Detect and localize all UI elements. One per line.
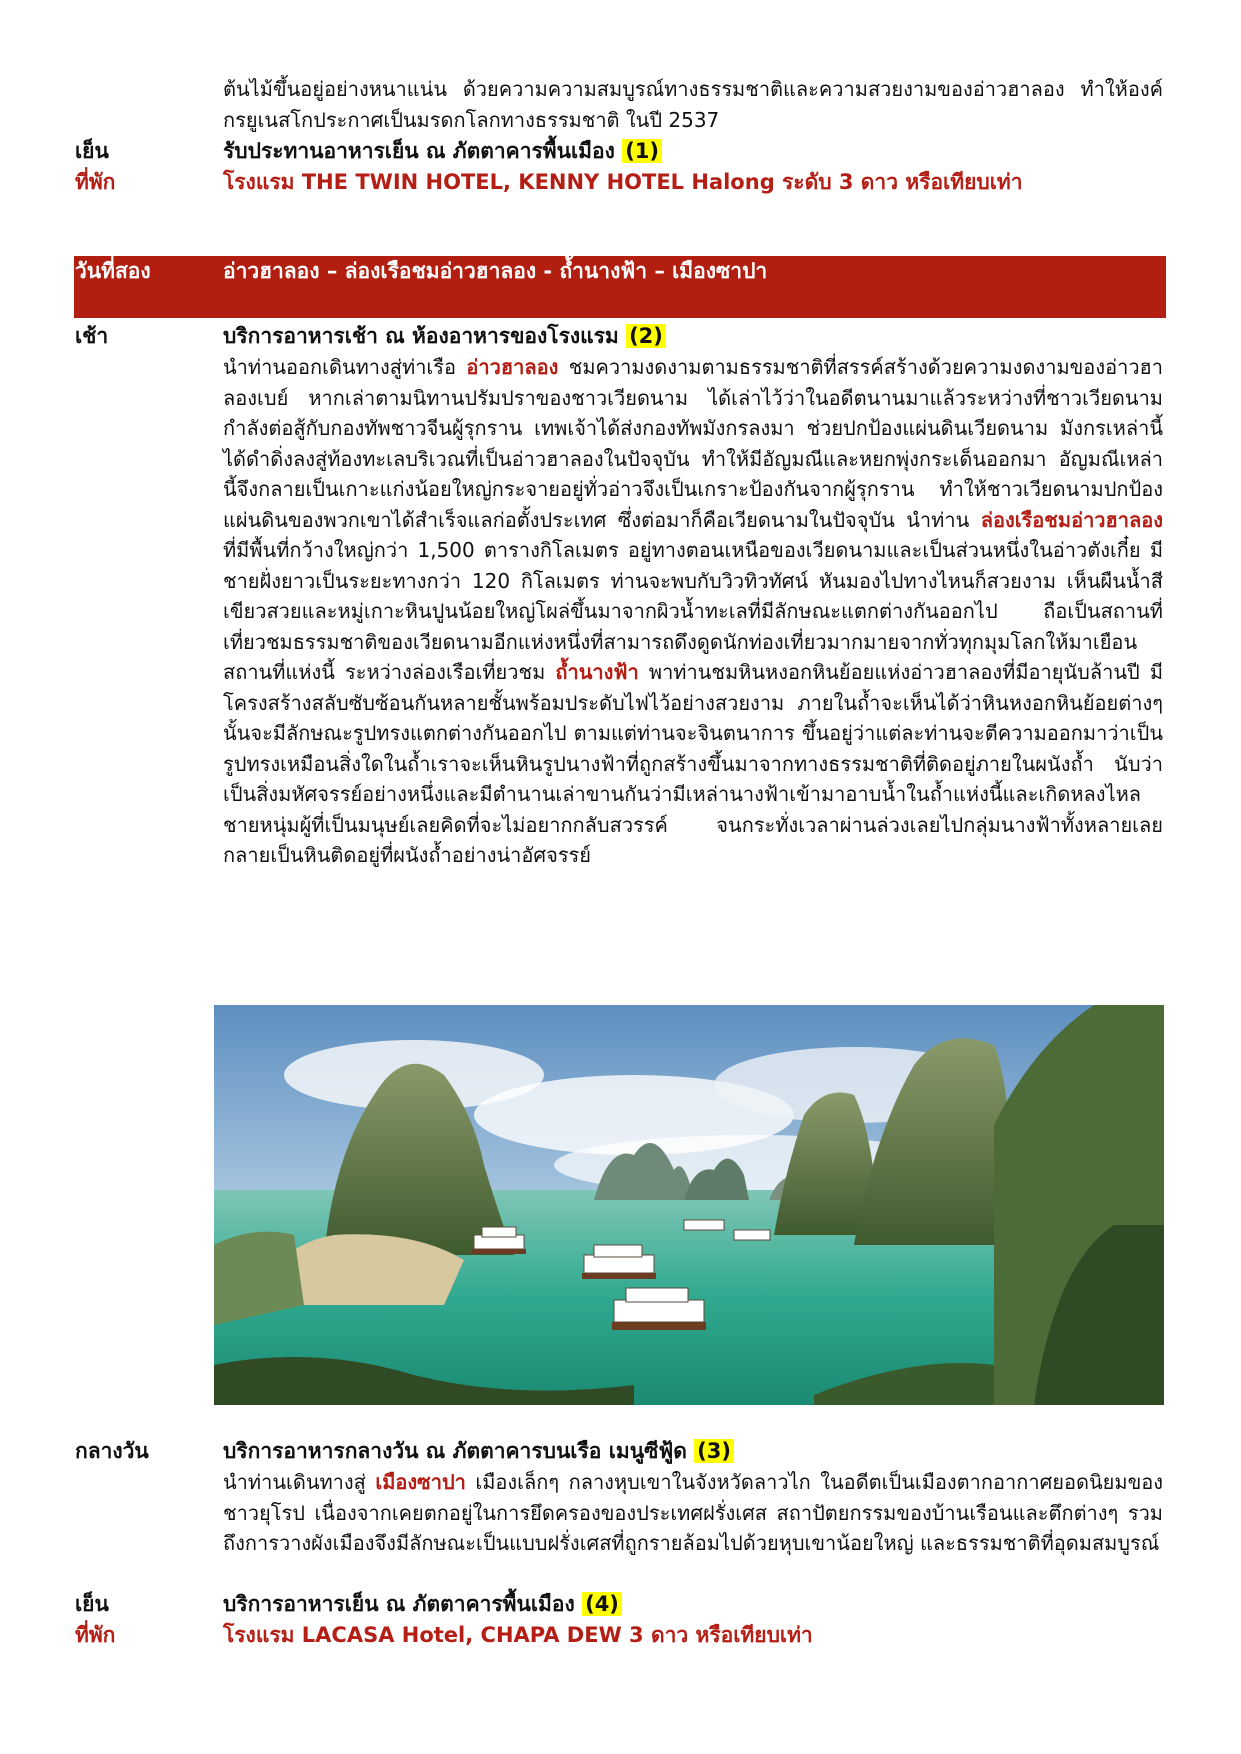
- morning-heading: [223, 320, 1163, 352]
- morning-text-1: นำท่านออกเดินทางสู่ท่าเรือ: [223, 355, 457, 379]
- day1-evening-heading: [223, 135, 1163, 167]
- keyword-halong-cruise: ล่องเรือชมอ่าวฮาลอง: [980, 507, 1164, 532]
- day2-band-spacer: [74, 287, 1166, 318]
- lunch-heading-text: บริการอาหารกลางวัน ณ ภัตตาคารบนเรือ เมนูซีฟู้ด: [223, 1439, 687, 1463]
- lunch-heading: [223, 1435, 1163, 1467]
- day2-evening-label: เย็น: [75, 1592, 109, 1616]
- lunch-label: กลางวัน: [75, 1439, 149, 1463]
- morning-text-4: พาท่านชมหินหงอกหินย้อยแห่งอ่าวฮาลองที่มีอายุนับล้านปี มีโครงสร้างสลับซับซ้อนกันหลายชั้นพร้อมประดับไฟไว้อย่างสวยงาม ภายในถ้ำจะเห็นได้ว่าหินหงอกหินย้อยต่างๆนั้นจะมีลักษณะรูปทรงแตกต่างกันออกไป ตามแต่ท่านจะจินตนาการ ขึ้นอยู่ว่าแต่ละท่านจะตีความออกมาว่าเป็นรูปทรงเหมือนสิ่งใดในถ้ำเราจะเห็นหินรูปนางฟ้าที่ถูกสร้างขึ้นมาจากทางธรรมชาติที่ติดอยู่ภายในผนังถ้ำ นับว่าเป็นสิ่งมหัศจรรย์อย่างหนึ่งและมีตำนานเล่าขานกันว่ามีเหล่านางฟ้าเข้ามาอาบน้ำในถ้ำแห่งนี้และเกิดหลงไหลชายหนุ่มผู้ที่เป็นมนุษย์เลยคิดที่จะไม่อยากกลับสวรรค์ จนกระทั่งเวลาผ่านล่วงเลยไปกลุ่มนางฟ้าทั้งหลายเลยกลายเป็นหินติดอยู่ที่ผนังถ้ำอย่างน่าอัศจรรย์: [223, 660, 1163, 867]
- keyword-sapa: เมืองซาปา: [375, 1470, 466, 1494]
- day2-title-band: [74, 256, 1166, 287]
- meal-number-4: (4): [582, 1592, 622, 1616]
- lunch-text-2: เมืองเล็กๆ กลางหุบเขาในจังหวัดลาวไก ในอดีตเป็นเมืองตากอากาศยอดนิยมของชาวยุโรป เนื่องจากเคยตกอยู่ในการยึดครองของประเทศฝรั่งเศส สถาปัตยกรรมของบ้านเรือนและตึกต่างๆ รวมถึงการวางผังเมืองจึงมีลักษณะเป็นแบบฝรั่งเศสที่ถูกรายล้อมไปด้วยหุบเขาน้อยใหญ่ และธรรมชาติที่อุดมสมบูรณ์: [223, 1470, 1164, 1555]
- morning-heading-text: บริการอาหารเช้า ณ ห้องอาหารของโรงแรม: [223, 324, 619, 348]
- morning-label: เช้า: [75, 324, 109, 348]
- day1-evening-label: เย็น: [75, 139, 109, 163]
- morning-paragraph: [223, 352, 1163, 871]
- day2-label: วันที่สอง: [75, 259, 151, 283]
- keyword-halong-bay: อ่าวฮาลอง: [466, 355, 559, 379]
- morning-text-3: ที่มีพื้นที่กว้างใหญ่กว่า 1,500 ตารางกิโลเมตร อยู่ทางตอนเหนือของเวียดนามและเป็นส่วนหนึ่งในอ่าวตังเกี๋ย มีชายฝั่งยาวเป็นระยะทางกว่า 120 กิโลเมตร ท่านจะพบกับวิวทิวทัศน์ หันมองไปทางไหนก็สวยงาม เห็นผืนน้ำสีเขียวสวยและหมู่เกาะหินปูนน้อยใหญ่โผล่ขึ้นมาจากผิวน้ำทะเลที่มีลักษณะแตกต่างกันออกไป ถือเป็นสถานที่เที่ยวชมธรรมชาติของเวียดนามอีกแห่งหนึ่งที่สามารถดึงดูดนักท่องเที่ยวมากมายจากทั่วทุกมุมโลกให้มาเยือนสถานที่แห่งนี้ ระหว่างล่องเรือเที่ยวชม: [223, 538, 1163, 684]
- day1-hotel-label: ที่พัก: [75, 170, 116, 194]
- day1-hotel-text: โรงแรม THE TWIN HOTEL, KENNY HOTEL Halong ระดับ 3 ดาว หรือเทียบเท่า: [223, 170, 1023, 194]
- intro-paragraph: ต้นไม้ขึ้นอยู่อย่างหนาแน่น ด้วยความความสมบูรณ์ทางธรรมชาติและความสวยงามของอ่าวฮาลอง ทำให้องค์กรยูเนสโกประกาศเป็นมรดกโลกทางธรรมชาติ ในปี 2537: [223, 77, 1163, 132]
- day2-hotel-label: ที่พัก: [75, 1623, 116, 1647]
- day2-hotel-text: โรงแรม LACASA Hotel, CHAPA DEW 3 ดาว หรือเทียบเท่า: [223, 1623, 813, 1647]
- meal-number-2: (2): [626, 324, 666, 348]
- day1-evening-text: รับประทานอาหารเย็น ณ ภัตตาคารพื้นเมือง: [223, 139, 615, 163]
- day2-evening-heading: [223, 1588, 1163, 1620]
- day2-evening-text: บริการอาหารเย็น ณ ภัตตาคารพื้นเมือง: [223, 1592, 575, 1616]
- morning-text-2: ชมความงดงามตามธรรมชาติที่สรรค์สร้างด้วยความงดงามของอ่าวฮาลองเบย์ หากเล่าตามนิทานปรัมปราของชาวเวียดนาม ได้เล่าไว้ว่าในอดีตนานมาแล้วระหว่างที่ชาวเวียดนามกำลังต่อสู้กับกองทัพชาวจีนผู้รุกราน เทพเจ้าได้ส่งกองทัพมังกรลงมา ช่วยปกป้องแผ่นดินเวียดนาม มังกรเหล่านี้ได้ดำดิ่งลงสู่ท้องทะเลบริเวณที่เป็นอ่าวฮาลองในปัจจุบัน ทำให้มีอัญมณีและหยกพุ่งกระเด็นออกมา อัญมณีเหล่านี้จึงกลายเป็นเกาะแก่งน้อยใหญ่กระจายอยู่ทั่วอ่าวจึงเป็นเกราะป้องกันจากผู้รุกราน ทำให้ชาวเวียดนามปกป้องแผ่นดินของพวกเขาได้สำเร็จแลก่อตั้งประเทศ ซึ่งต่อมาก็คือเวียดนามในปัจจุบัน นำท่าน: [223, 355, 1163, 532]
- halong-bay-photo: [214, 1005, 1164, 1405]
- lunch-text-1: นำท่านเดินทางสู่: [223, 1470, 366, 1494]
- lunch-paragraph: [223, 1467, 1163, 1559]
- meal-number-3: (3): [694, 1439, 734, 1463]
- keyword-fairy-cave: ถ้ำนางฟ้า: [555, 660, 639, 684]
- meal-number-1: (1): [622, 139, 662, 163]
- day2-title: อ่าวฮาลอง – ล่องเรือชมอ่าวฮาลอง - ถ้ำนางฟ้า – เมืองซาปา: [223, 259, 768, 283]
